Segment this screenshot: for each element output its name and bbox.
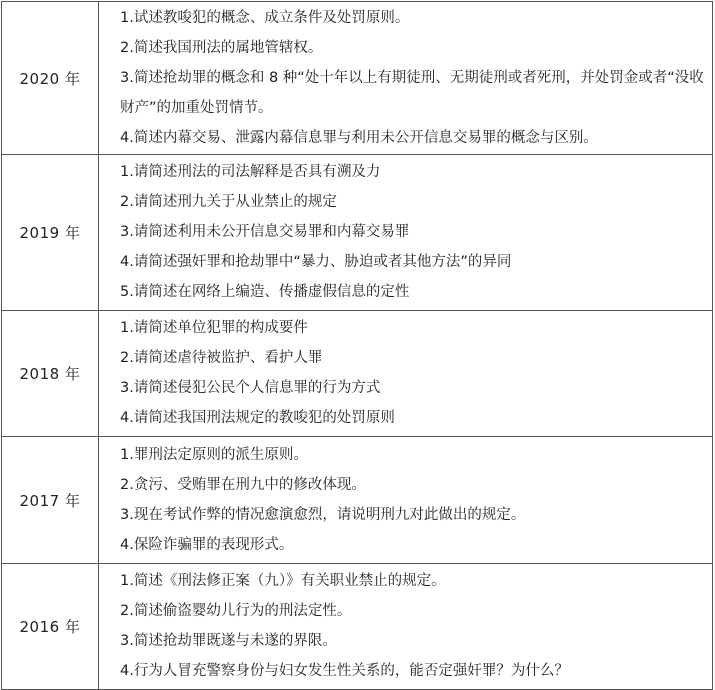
question-item: 3.简述抢劫罪的概念和 8 种“处十年以上有期徒刑、无期徒刑或者死刑，并处罚金或者“没收财产”的加重处罚情节。 <box>120 70 704 116</box>
question-item: 1.请简述刑法的司法解释是否具有溯及力 <box>120 164 381 180</box>
question-item: 4.请简述我国刑法规定的教唆犯的处罚原则 <box>120 410 395 426</box>
question-item: 5.请简述在网络上编造、传播虚假信息的定性 <box>120 284 410 300</box>
question-item: 2.简述我国刑法的属地管辖权。 <box>120 39 323 56</box>
table-row <box>2 437 713 564</box>
question-item: 2.贪污、受贿罪在刑九中的修改体现。 <box>120 476 366 493</box>
questions-cell <box>99 564 713 690</box>
table-row <box>2 2 713 155</box>
year-cell: 2017 年 <box>2 437 99 564</box>
question-item: 3.请简述侵犯公民个人信息罪的行为方式 <box>120 380 381 396</box>
table-row <box>2 155 713 311</box>
question-item: 2.请简述虐待被监护、看护人罪 <box>120 350 323 366</box>
year-cell: 2020 年 <box>2 2 99 155</box>
question-item: 1.试述教唆犯的概念、成立条件及处罚原则。 <box>120 9 410 26</box>
question-item: 4.请简述强奸罪和抢劫罪中“暴力、胁迫或者其他方法”的异同 <box>120 254 512 270</box>
year-cell: 2018 年 <box>2 311 99 437</box>
questions-cell <box>99 2 713 155</box>
year-cell: 2016 年 <box>2 564 99 690</box>
question-item: 3.现在考试作弊的情况愈演愈烈，请说明刑九对此做出的规定。 <box>120 506 526 523</box>
question-item: 3.简述抢劫罪既遂与未遂的界限。 <box>120 633 337 649</box>
table-row <box>2 311 713 437</box>
question-item: 4.行为人冒充警察身份与妇女发生性关系的，能否定强奸罪？为什么？ <box>120 663 569 679</box>
year-cell: 2019 年 <box>2 155 99 311</box>
question-item: 1.罪刑法定原则的派生原则。 <box>120 446 308 463</box>
table-row <box>2 564 713 690</box>
question-item: 4.简述内幕交易、泄露内幕信息罪与利用未公开信息交易罪的概念与区别。 <box>120 129 598 146</box>
questions-cell <box>99 311 713 437</box>
question-item: 2.请简述刑九关于从业禁止的规定 <box>120 194 337 210</box>
questions-cell <box>99 155 713 311</box>
question-item: 4.保险诈骗罪的表现形式。 <box>120 536 294 553</box>
exam-questions-table <box>1 1 713 690</box>
question-item: 1.简述《刑法修正案（九）》有关职业禁止的规定。 <box>120 573 446 589</box>
question-item: 2.简述偷盗婴幼儿行为的刑法定性。 <box>120 603 352 619</box>
questions-cell <box>99 437 713 564</box>
question-item: 1.请简述单位犯罪的构成要件 <box>120 320 308 336</box>
question-item: 3.请简述利用未公开信息交易罪和内幕交易罪 <box>120 224 410 240</box>
